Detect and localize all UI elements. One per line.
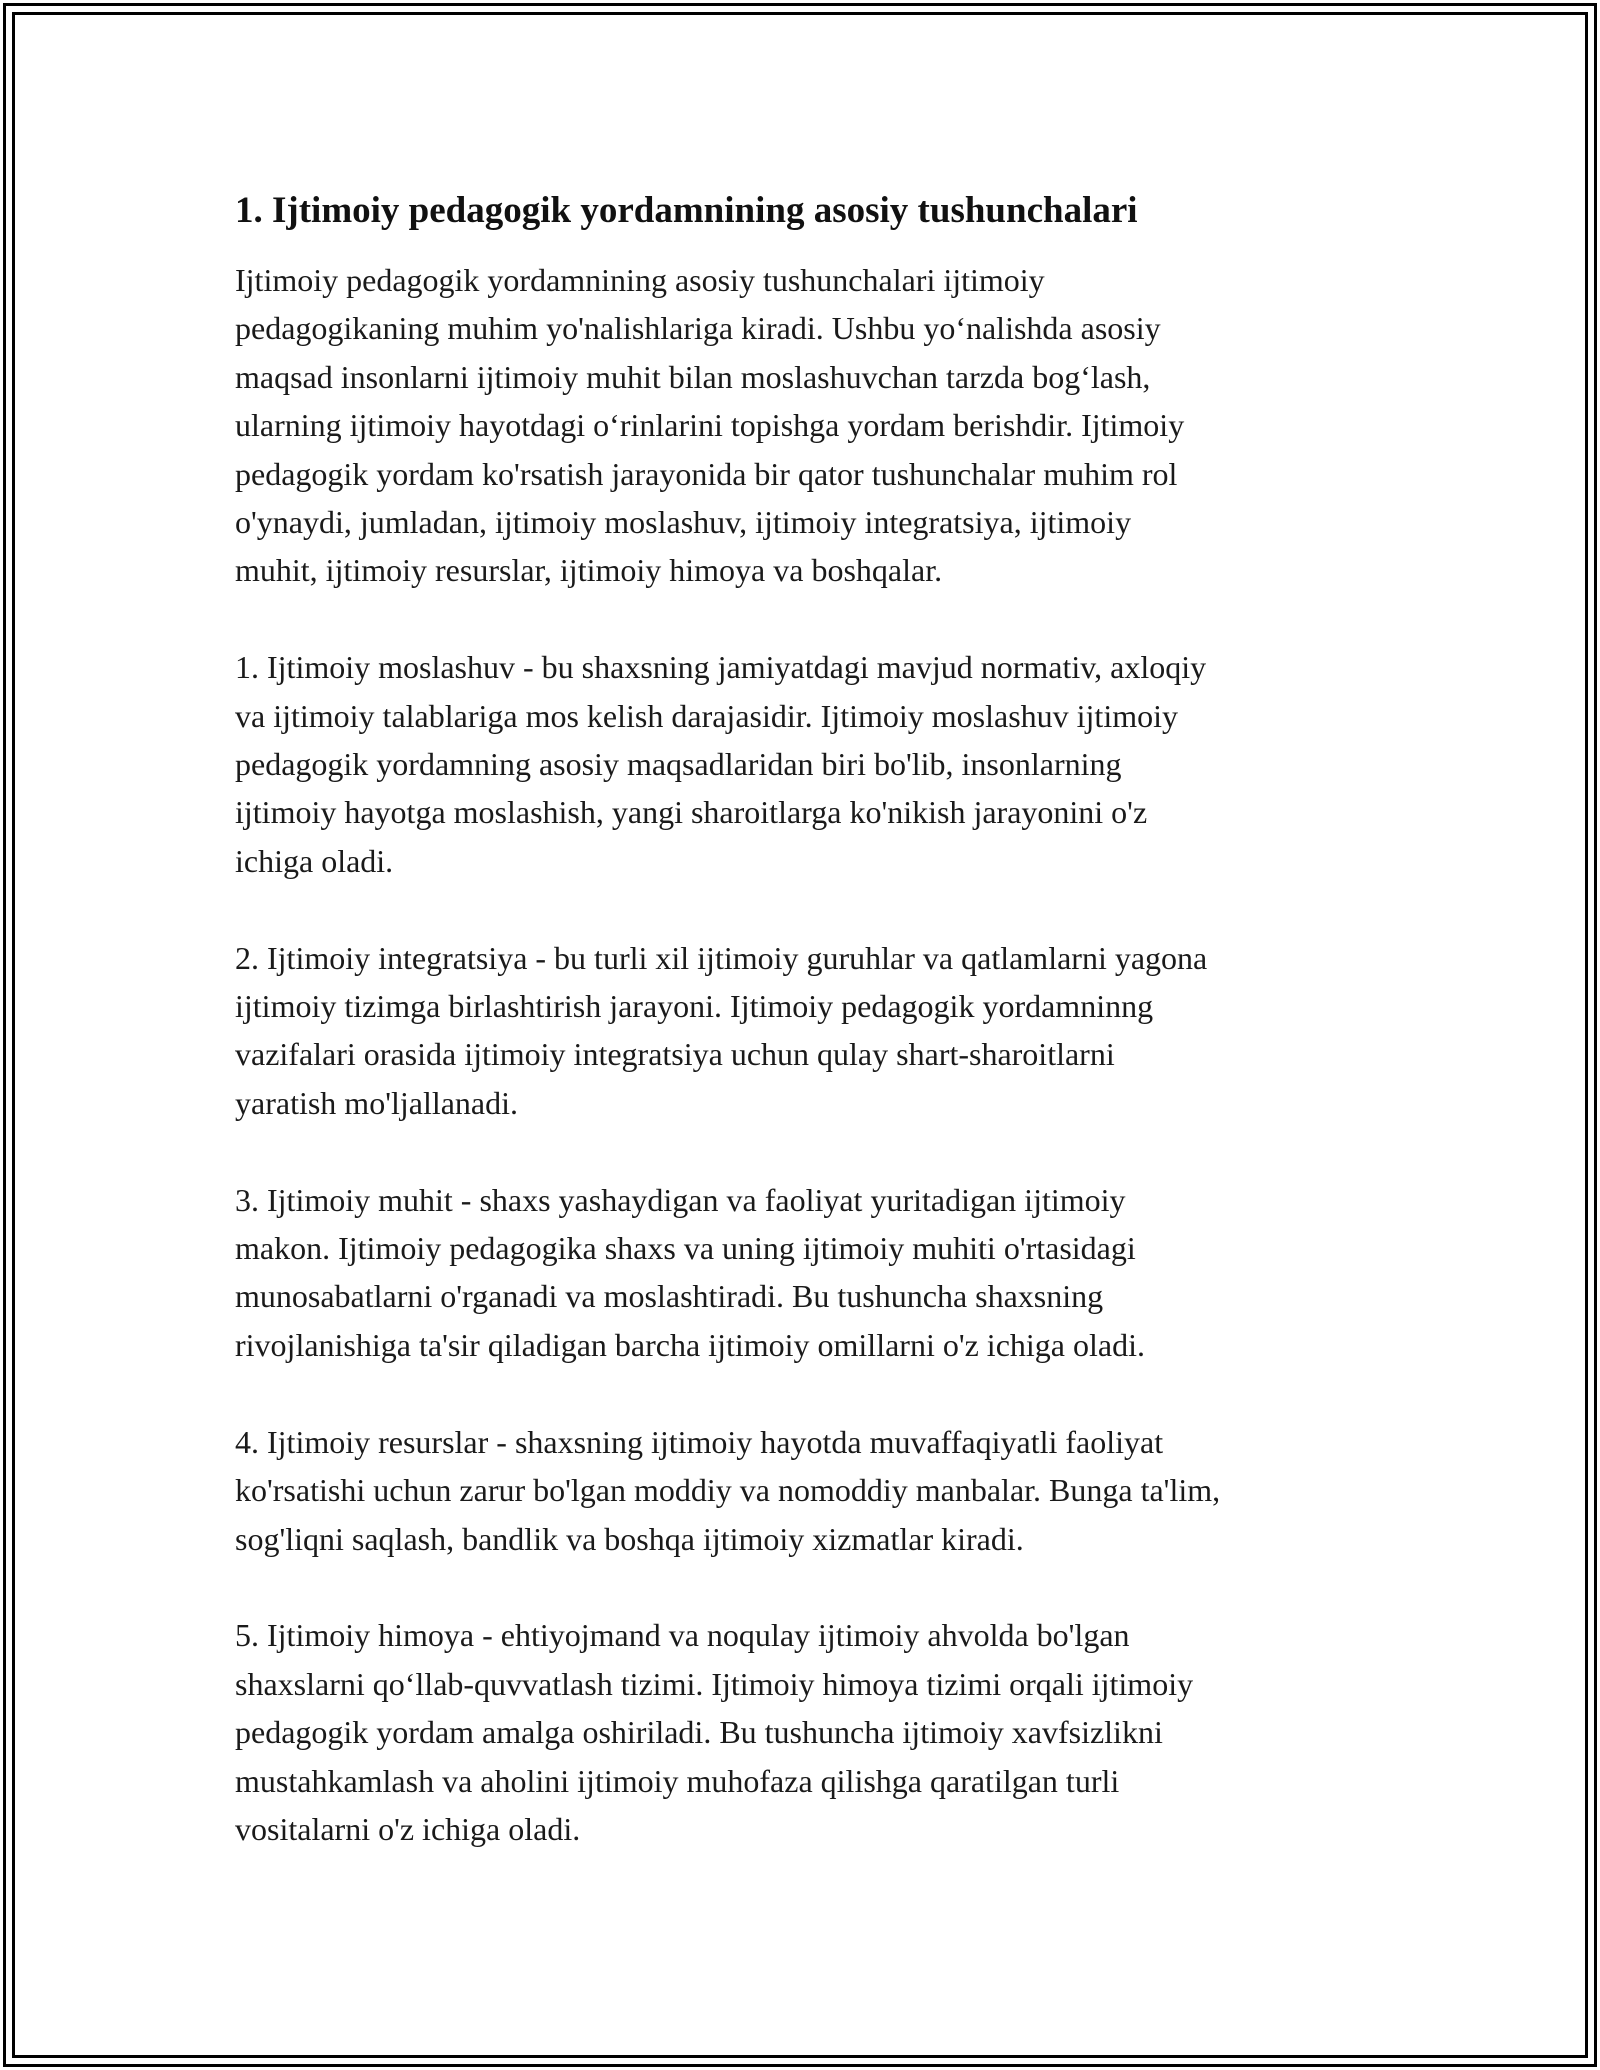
text-line: ijtimoiy tizimga birlashtirish jarayoni. Ijtimoiy pedagogik yordamninng: [235, 988, 1154, 1025]
document-body: [235, 186, 1375, 1902]
text-line: sog'liqni saqlash, bandlik va boshqa ijtimoiy xizmatlar kiradi.: [235, 1520, 1024, 1557]
text-line: 2. Ijtimoiy integratsiya - bu turli xil ijtimoiy guruhlar va qatlamlarni yagona: [235, 939, 1208, 976]
text-line: yaratish mo'ljallanadi.: [235, 1084, 519, 1121]
text-line: 4. Ijtimoiy resurslar - shaxsning ijtimoiy hayotda muvaffaqiyatli faoliyat: [235, 1423, 1164, 1460]
text-line: rivojlanishiga ta'sir qiladigan barcha ijtimoiy omillarni o'z ichiga oladi.: [235, 1326, 1145, 1363]
paragraph-item-5: [235, 1611, 1375, 1853]
text-line: munosabatlarni o'rganadi va moslashtiradi. Bu tushuncha shaxsning: [235, 1278, 1104, 1315]
text-line: maqsad insonlarni ijtimoiy muhit bilan moslashuvchan tarzda bog‘lash,: [235, 358, 1151, 395]
section-heading: 1. Ijtimoiy pedagogik yordamnining asosiy tushunchalari: [235, 190, 1138, 231]
text-line: Ijtimoiy pedagogik yordamnining asosiy tushunchalari ijtimoiy: [235, 262, 1045, 298]
text-line: 3. Ijtimoiy muhit - shaxs yashaydigan va faoliyat yuritadigan ijtimoiy: [235, 1181, 1126, 1218]
text-line: 5. Ijtimoiy himoya - ehtiyojmand va noqulay ijtimoiy ahvolda bo'lgan: [235, 1617, 1130, 1654]
text-line: pedagogikaning muhim yo'nalishlariga kiradi. Ushbu yo‘nalishda asosiy: [235, 310, 1161, 347]
paragraph-item-2: [235, 934, 1375, 1128]
paragraph-intro: [235, 256, 1375, 595]
text-line: 1. Ijtimoiy moslashuv - bu shaxsning jamiyatdagi mavjud normativ, axloqiy: [235, 649, 1207, 686]
text-line: va ijtimoiy talablariga mos kelish darajasidir. Ijtimoiy moslashuv ijtimoiy: [235, 697, 1178, 734]
paragraph-item-1: [235, 643, 1375, 885]
paragraph-item-3: [235, 1176, 1375, 1370]
text-line: pedagogik yordamning asosiy maqsadlaridan biri bo'lib, insonlarning: [235, 746, 1122, 783]
text-line: shaxslarni qo‘llab-quvvatlash tizimi. Ijtimoiy himoya tizimi orqali ijtimoiy: [235, 1665, 1194, 1702]
text-line: o'ynaydi, jumladan, ijtimoiy moslashuv, ijtimoiy integratsiya, ijtimoiy: [235, 504, 1132, 541]
text-line: pedagogik yordam ko'rsatish jarayonida bir qator tushunchalar muhim rol: [235, 455, 1178, 492]
text-line: ko'rsatishi uchun zarur bo'lgan moddiy va nomoddiy manbalar. Bunga ta'lim,: [235, 1472, 1221, 1509]
text-line: mustahkamlash va aholini ijtimoiy muhofaza qilishga qaratilgan turli: [235, 1762, 1120, 1799]
text-line: ijtimoiy hayotga moslashish, yangi sharoitlarga ko'nikish jarayonini o'z: [235, 794, 1148, 831]
text-line: makon. Ijtimoiy pedagogika shaxs va uning ijtimoiy muhiti o'rtasidagi: [235, 1230, 1136, 1267]
text-line: ularning ijtimoiy hayotdagi o‘rinlarini topishga yordam berishdir. Ijtimoiy: [235, 407, 1185, 444]
text-line: vazifalari orasida ijtimoiy integratsiya uchun qulay shart-sharoitlarni: [235, 1036, 1115, 1073]
text-line: vositalarni o'z ichiga oladi.: [235, 1810, 581, 1847]
paragraph-item-4: [235, 1418, 1375, 1563]
text-line: ichiga oladi.: [235, 842, 394, 879]
text-line: muhit, ijtimoiy resurslar, ijtimoiy himoya va boshqalar.: [235, 552, 943, 589]
text-line: pedagogik yordam amalga oshiriladi. Bu tushuncha ijtimoiy xavfsizlikni: [235, 1714, 1163, 1751]
